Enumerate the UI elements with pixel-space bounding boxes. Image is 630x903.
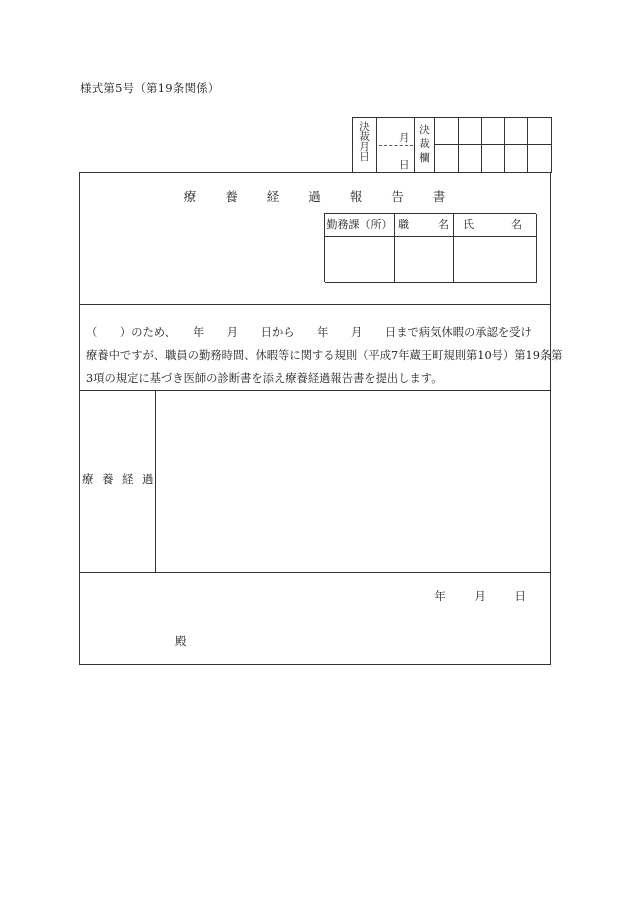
approval-stamp-box[interactable] [505,118,528,145]
name-field[interactable] [454,237,537,283]
form-number: 様式第5号（第19条関係） [80,81,220,95]
approval-stamp-box[interactable] [435,145,459,173]
approval-stamp-box[interactable] [528,145,552,173]
statement-line-2: 療養中ですが、職員の勤務時間、休暇等に関する規則（平成7年蔵王町規則第10号）第19条第 [86,349,563,362]
approval-stamp-box[interactable] [482,118,505,145]
dept-header: 勤務課（所） [325,214,395,237]
approval-table [352,117,552,173]
submission-date[interactable]: 年 月 日 [434,589,526,603]
approval-decision-label-cell [415,118,435,173]
approval-day-label: 日 [399,159,410,171]
addressee: 殿 [175,634,187,648]
employee-info-table [324,213,536,282]
approval-stamp-box[interactable] [459,145,482,173]
position-header: 職 名 [395,214,454,237]
approval-stamp-box[interactable] [459,118,482,145]
divider [80,304,550,305]
statement-line-1: （ ）のため、 年 月 日から 年 月 日まで病気休暇の承認を受け [86,326,532,339]
approval-date-label: 決 裁 月 日 [359,121,370,163]
approval-decision-label: 決 裁 欄 [419,124,430,164]
approval-date-divider [379,145,413,146]
approval-month-label: 月 [399,132,410,144]
form-title: 療 養 経 過 報 告 書 [183,189,447,204]
statement-line-3: 3項の規定に基づき医師の診断書を添え療養経過報告書を提出します。 [86,372,443,385]
progress-field[interactable] [156,391,550,572]
report-form [79,172,563,665]
approval-stamp-box[interactable] [482,145,505,173]
name-header: 氏 名 [454,214,537,237]
progress-label: 療 養 経 過 [82,472,154,486]
approval-date-label-cell [353,118,377,173]
dept-field[interactable] [325,237,395,283]
request-statement [86,321,563,390]
approval-date-cell[interactable] [377,118,415,173]
approval-stamp-box[interactable] [528,118,552,145]
approval-stamp-box[interactable] [435,118,459,145]
approval-stamp-box[interactable] [505,145,528,173]
divider [80,572,550,573]
position-field[interactable] [395,237,454,283]
